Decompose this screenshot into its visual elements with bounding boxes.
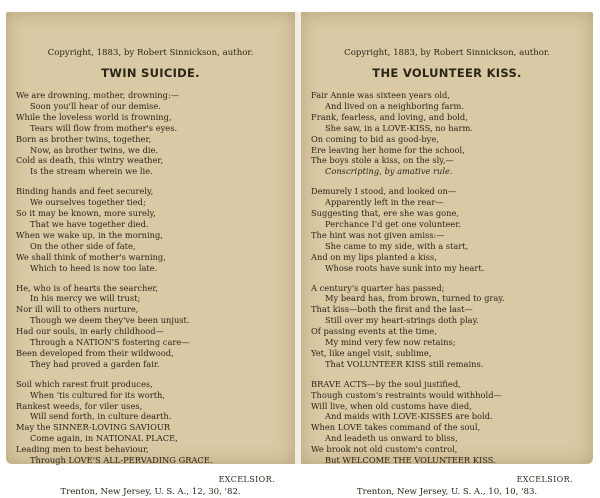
poem-line: Though we deem they've been unjust. [30,315,190,326]
poem-line: Soon you'll hear of our demise. [30,100,161,111]
poem-line: On the other side of fate, [30,240,136,251]
poem-line: And lived on a neighboring farm. [325,100,464,111]
poem-line: Of passing events at the time, [311,326,437,337]
poem-line: Demurely I stood, and looked on— [311,186,457,197]
poem-line: And maids with LOVE-KISSES are bold. [325,411,493,422]
stanza [16,186,285,273]
stanza [311,379,583,466]
poem-line: Nor ill will to others nurture, [16,304,139,315]
poem-line: When 'tis cultured for its worth, [30,389,166,400]
poem-line: We shall think of mother's warning, [16,251,166,262]
poem-line: He, who is of hearts the searcher, [16,282,159,293]
poem-title: TWIN SUICIDE. [101,66,200,80]
left-page [6,12,295,497]
poem-line: A century's quarter has passed; [311,282,445,293]
poem-line: Been developed from their wildwood, [16,347,174,358]
place-date-line: Trenton, New Jersey, U. S. A., 12, 30, '82. [60,486,241,497]
poem-line: On coming to bid as good-bye, [311,133,439,144]
poem-line: Leading men to best behaviour, [16,444,149,455]
poem-line: Binding hands and feet securely, [16,186,154,197]
poem-line: While the loveless world is frowning, [16,111,172,122]
poem-line: They had proved a garden fair. [30,358,160,369]
poem-line: And leadeth us onward to bliss, [325,433,458,444]
poem-line: When LOVE takes command of the soul, [311,422,481,433]
signature: EXCELSIOR. [218,475,275,484]
poem-line: Soil which rarest fruit produces, [16,378,153,389]
stanza [16,283,285,370]
poem-line: Whose roots have sunk into my heart. [325,262,485,273]
poem-line: Conscripting, by amative rule. [325,166,453,177]
poem-line: In his mercy we will trust; [30,293,141,304]
poem-line: Born as brother twins, together, [16,133,152,144]
poem-line: Frank, fearless, and loving, and bold, [311,111,468,122]
poem-body [16,90,285,466]
poem-line: Fair Annie was sixteen years old, [311,90,450,100]
poem-line: That kiss—both the first and the last— [311,304,473,315]
poem-line: May the SINNER-LOVING SAVIOUR [16,422,171,433]
poem-line: Will send forth, in culture dearth. [30,411,172,422]
poem-line: Yet, like angel visit, sublime, [311,347,432,358]
poem-line: Through LOVE'S ALL-PERVADING GRACE. [30,455,213,466]
poem-line: Is the stream wherein we lie. [30,166,153,177]
poem-title: THE VOLUNTEER KISS. [372,66,522,80]
right-page [301,12,593,497]
poem-line: Had our souls, in early childhood— [16,326,164,337]
poem-line: That VOLUNTEER KISS still remains. [325,358,484,369]
stanza [16,90,285,177]
poem-line: And on my lips planted a kiss, [311,251,437,262]
stanza [311,90,583,177]
poem-line: So it may be known, more surely, [16,208,156,219]
poem-line: She saw, in a LOVE-KISS, no harm. [325,122,473,133]
poem-line: Through a NATION'S fostering care— [30,337,190,348]
stanza [311,186,583,273]
poem-line: That we have together died. [30,218,149,229]
poem-body [311,90,583,466]
poem-line: Come again, in NATIONAL PLACE, [30,433,178,444]
poem-line: My mind very few now retains; [325,337,456,348]
poem-line: My beard has, from brown, turned to gray. [325,293,505,304]
poem-line: The hint was not given amiss:— [311,229,445,240]
poem-line: Still over my heart-strings doth play. [325,315,479,326]
poem-line: The boys stole a kiss, on the sly,— [311,155,454,166]
poem-line: Cold as death, this wintry weather, [16,155,164,166]
poem-line: Though custom's restraints would withhold— [311,389,502,400]
poem-line: When we wake up, in the morning, [16,229,163,240]
poem-line: Will live, when old customs have died, [311,400,472,411]
poem-line: Perchance I'd get one volunteer. [325,218,462,229]
poem-line: Now, as brother twins, we die. [30,144,159,155]
stanza [311,283,583,370]
poem-line: Ere leaving her home for the school, [311,144,465,155]
poem-line: Tears will flow from mother's eyes. [30,122,178,133]
poem-line: We are drowning, mother, drowning:— [16,90,180,100]
poem-line: Rankest weeds, for viler uses, [16,400,143,411]
poem-line: BRAVE ACTS—by the soul justified, [311,378,461,389]
stanza [16,379,285,466]
poem-line: She came to my side, with a start, [325,240,469,251]
poem-line: We brook not old custom's control, [311,444,458,455]
poem-line: Suggesting that, ere she was gone, [311,208,460,219]
place-date-line: Trenton, New Jersey, U. S. A., 10, 10, '83. [356,486,538,497]
poem-line: Which to heed is now too late. [30,262,158,273]
poem-line: But WELCOME THE VOLUNTEER KISS. [325,455,496,466]
poem-line: Apparently left in the rear— [325,197,444,208]
copyright-line: Copyright, 1883, by Robert Sinnickson, author. [344,48,550,58]
copyright-line: Copyright, 1883, by Robert Sinnickson, author. [47,48,254,58]
poem-line: We ourselves together tied; [30,197,146,208]
signature: EXCELSIOR. [516,475,573,484]
